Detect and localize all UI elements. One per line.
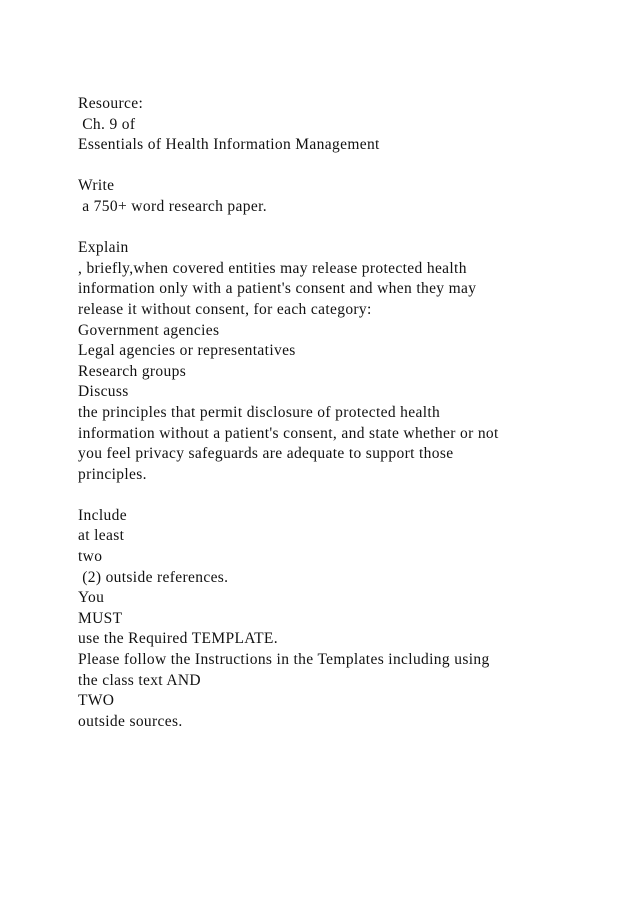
explain-line: release it without consent, for each category: (78, 300, 372, 318)
paragraph-gap (78, 485, 598, 506)
write-task: a 750+ word research paper. (78, 197, 267, 215)
explain-line: , briefly,when covered entities may release protected health (78, 259, 467, 277)
include-line: outside sources. (78, 712, 183, 730)
include-line: use the Required TEMPLATE. (78, 630, 278, 648)
include-line: MUST (78, 609, 123, 627)
paragraph-gap (78, 218, 598, 239)
discuss-line: the principles that permit disclosure of protected health (78, 403, 441, 421)
resource-label: Resource: (78, 95, 144, 112)
discuss-line: information without a patient's consent, and state whether or not (78, 424, 499, 442)
include-line: two (78, 548, 103, 566)
include-line: at least (78, 527, 125, 545)
include-line: You (78, 589, 105, 607)
paragraph-gap (78, 156, 598, 177)
discuss-verb: Discuss (78, 383, 129, 401)
discuss-line: principles. (78, 465, 147, 483)
include-line: the class text AND (78, 671, 201, 689)
write-verb: Write (78, 177, 115, 195)
include-line: Include (78, 506, 127, 524)
assignment-text (78, 94, 598, 732)
discuss-line: you feel privacy safeguards are adequate to support those (78, 445, 454, 463)
explain-line: information only with a patient's consent and when they may (78, 280, 477, 298)
include-line: TWO (78, 692, 115, 710)
category-item: Legal agencies or representatives (78, 342, 296, 360)
resource-chapter: Ch. 9 of (78, 115, 136, 133)
include-line: Please follow the Instructions in the Templates including using (78, 651, 490, 669)
resource-book-title: Essentials of Health Information Management (78, 136, 380, 154)
explain-verb: Explain (78, 239, 129, 257)
category-item: Research groups (78, 362, 187, 380)
category-item: Government agencies (78, 321, 220, 339)
include-line: (2) outside references. (78, 568, 229, 586)
